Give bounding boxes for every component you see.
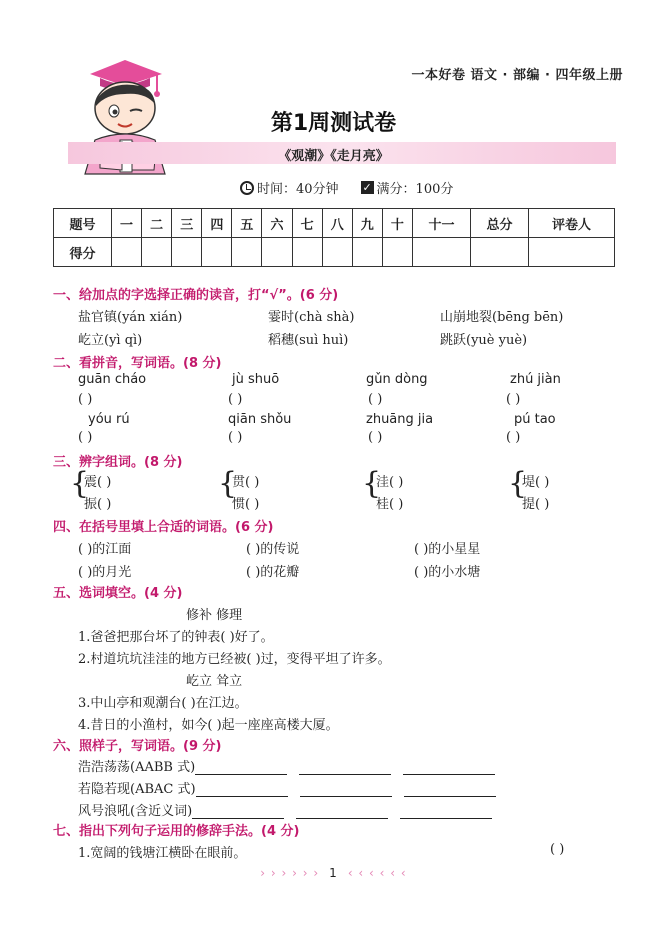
table-cell: 八 — [322, 209, 352, 238]
fill-item[interactable]: ( )的月光 — [78, 565, 132, 580]
footer-arrows-right: ‹ ‹ ‹ ‹ ‹ ‹ — [347, 866, 407, 880]
pinyin-item: gǔn dòng — [366, 372, 428, 387]
question[interactable]: 3.中山亭和观潮台( )在江边。 — [78, 696, 248, 711]
q1-item: 跳跃(yuè yuè) — [440, 333, 528, 348]
brace: { — [70, 466, 90, 501]
table-cell: 题号 — [54, 209, 112, 238]
lesson-titles: 《观潮》《走月亮》 — [278, 149, 389, 164]
section-7-title: 七、指出下列句子运用的修辞手法。(4 分) — [53, 824, 300, 839]
table-cell: 四 — [202, 209, 232, 238]
answer-paren[interactable]: ( ) — [78, 430, 93, 445]
clock-icon — [240, 181, 254, 195]
pattern-line — [78, 756, 507, 775]
word-choices: 屹立 耸立 — [186, 674, 243, 689]
table-cell: 评卷人 — [528, 209, 614, 238]
footer-arrows-left: › › › › › › — [260, 866, 320, 880]
fill-item[interactable]: ( )的江面 — [78, 542, 132, 557]
fill-item[interactable]: ( )的小星星 — [414, 542, 481, 557]
question: 1.宽阔的钱塘江横卧在眼前。 — [78, 846, 247, 861]
q1-item: 屹立(yì qì) — [78, 333, 143, 348]
answer-paren[interactable]: ( ) — [228, 392, 243, 407]
pattern-line — [78, 778, 508, 797]
table-cell: 总分 — [470, 209, 528, 238]
answer-line[interactable] — [195, 763, 287, 775]
brace: { — [218, 466, 238, 501]
table-cell: 六 — [262, 209, 292, 238]
fill-item[interactable]: ( )的小水塘 — [414, 565, 481, 580]
score-blank[interactable] — [142, 238, 172, 267]
question[interactable]: 2.村道坑坑洼洼的地方已经被( )过，变得平坦了许多。 — [78, 652, 391, 667]
q1-item: 盐官镇(yán xián) — [78, 310, 183, 325]
answer-line[interactable] — [196, 785, 288, 797]
full-score: 满分：100分 — [376, 182, 454, 197]
page-footer — [0, 866, 667, 880]
section-2-title: 二、看拼音，写词语。(8 分) — [53, 356, 222, 371]
table-cell: 十一 — [412, 209, 470, 238]
score-blank[interactable] — [262, 238, 292, 267]
answer-line[interactable] — [300, 785, 392, 797]
char-item[interactable]: 堤( ) — [522, 475, 550, 490]
table-cell: 九 — [352, 209, 382, 238]
answer-paren[interactable]: ( ) — [78, 392, 93, 407]
q1-item: 稻穗(suì huì) — [268, 333, 349, 348]
answer-line[interactable] — [192, 807, 284, 819]
char-item[interactable]: 提( ) — [522, 497, 550, 512]
pinyin-item: qiān shǒu — [228, 412, 292, 427]
exam-meta — [240, 178, 453, 197]
table-row — [54, 209, 615, 238]
score-blank[interactable] — [292, 238, 322, 267]
answer-paren[interactable]: ( ) — [368, 430, 383, 445]
answer-line[interactable] — [403, 763, 495, 775]
score-blank[interactable] — [412, 238, 470, 267]
section-3-title: 三、辨字组词。(8 分) — [53, 455, 183, 470]
pinyin-item: zhú jiàn — [510, 372, 561, 387]
answer-paren[interactable]: ( ) — [368, 392, 383, 407]
section-5-title: 五、选词填空。(4 分) — [53, 586, 183, 601]
page-title: 第1周测试卷 — [270, 111, 397, 136]
section-4-title: 四、在括号里填上合适的词语。(6 分) — [53, 520, 274, 535]
brace: { — [362, 466, 382, 501]
page-number: 1 — [329, 866, 338, 880]
pinyin-item: yóu rú — [88, 412, 130, 427]
fill-item[interactable]: ( )的花瓣 — [246, 565, 300, 580]
table-cell: 十 — [382, 209, 412, 238]
brace: { — [508, 466, 528, 501]
score-blank[interactable] — [172, 238, 202, 267]
q1-item: 霎时(chà shà) — [268, 310, 355, 325]
score-blank[interactable] — [470, 238, 528, 267]
char-item[interactable]: 贯( ) — [232, 475, 260, 490]
answer-paren[interactable]: ( ) — [228, 430, 243, 445]
char-item[interactable]: 振( ) — [84, 497, 112, 512]
table-cell: 五 — [232, 209, 262, 238]
score-blank[interactable] — [382, 238, 412, 267]
score-blank[interactable] — [202, 238, 232, 267]
char-item[interactable]: 洼( ) — [376, 475, 404, 490]
table-cell: 七 — [292, 209, 322, 238]
table-cell: 二 — [142, 209, 172, 238]
score-blank[interactable] — [112, 238, 142, 267]
pinyin-item: pú tao — [514, 412, 556, 427]
pattern-example: 风号浪吼(含近义词) — [78, 804, 193, 819]
table-row — [54, 238, 615, 267]
word-choices: 修补 修理 — [186, 608, 243, 623]
char-item[interactable]: 惯( ) — [232, 497, 260, 512]
answer-line[interactable] — [404, 785, 496, 797]
table-cell: 三 — [172, 209, 202, 238]
section-1-title: 一、给加点的字选择正确的读音，打“√”。(6 分) — [53, 288, 339, 303]
fill-item[interactable]: ( )的传说 — [246, 542, 300, 557]
answer-line[interactable] — [299, 763, 391, 775]
table-cell: 得分 — [54, 238, 112, 267]
score-blank[interactable] — [528, 238, 614, 267]
checkbox-icon: ✓ — [362, 181, 372, 194]
answer-paren[interactable]: ( ) — [506, 430, 521, 445]
pattern-example: 若隐若现(ABAC 式) — [78, 782, 196, 797]
score-blank[interactable] — [352, 238, 382, 267]
char-item[interactable]: 震( ) — [84, 475, 112, 490]
question[interactable]: 1.爸爸把那台坏了的钟表( )好了。 — [78, 630, 274, 645]
score-blank[interactable] — [322, 238, 352, 267]
time-limit: 时间：40分钟 — [257, 182, 339, 197]
q1-item: 山崩地裂(bēng bēn) — [440, 310, 564, 325]
section-6-title: 六、照样子，写词语。(9 分) — [53, 739, 222, 754]
answer-line[interactable] — [296, 807, 388, 819]
question[interactable]: 4.昔日的小渔村，如今( )起一座座高楼大厦。 — [78, 718, 339, 733]
pattern-line — [78, 800, 504, 819]
char-item[interactable]: 桂( ) — [376, 497, 404, 512]
table-cell: 一 — [112, 209, 142, 238]
answer-line[interactable] — [400, 807, 492, 819]
answer-paren[interactable]: ( ) — [550, 842, 565, 857]
pinyin-item: jù shuō — [232, 372, 280, 387]
pattern-example: 浩浩荡荡(AABB 式) — [78, 760, 196, 775]
pinyin-item: guān cháo — [78, 372, 147, 387]
pinyin-item: zhuāng jia — [366, 412, 434, 427]
score-blank[interactable] — [232, 238, 262, 267]
score-table — [53, 208, 615, 267]
series-label: 一本好卷 语文 · 部编 · 四年级上册 — [411, 68, 623, 83]
answer-paren[interactable]: ( ) — [506, 392, 521, 407]
